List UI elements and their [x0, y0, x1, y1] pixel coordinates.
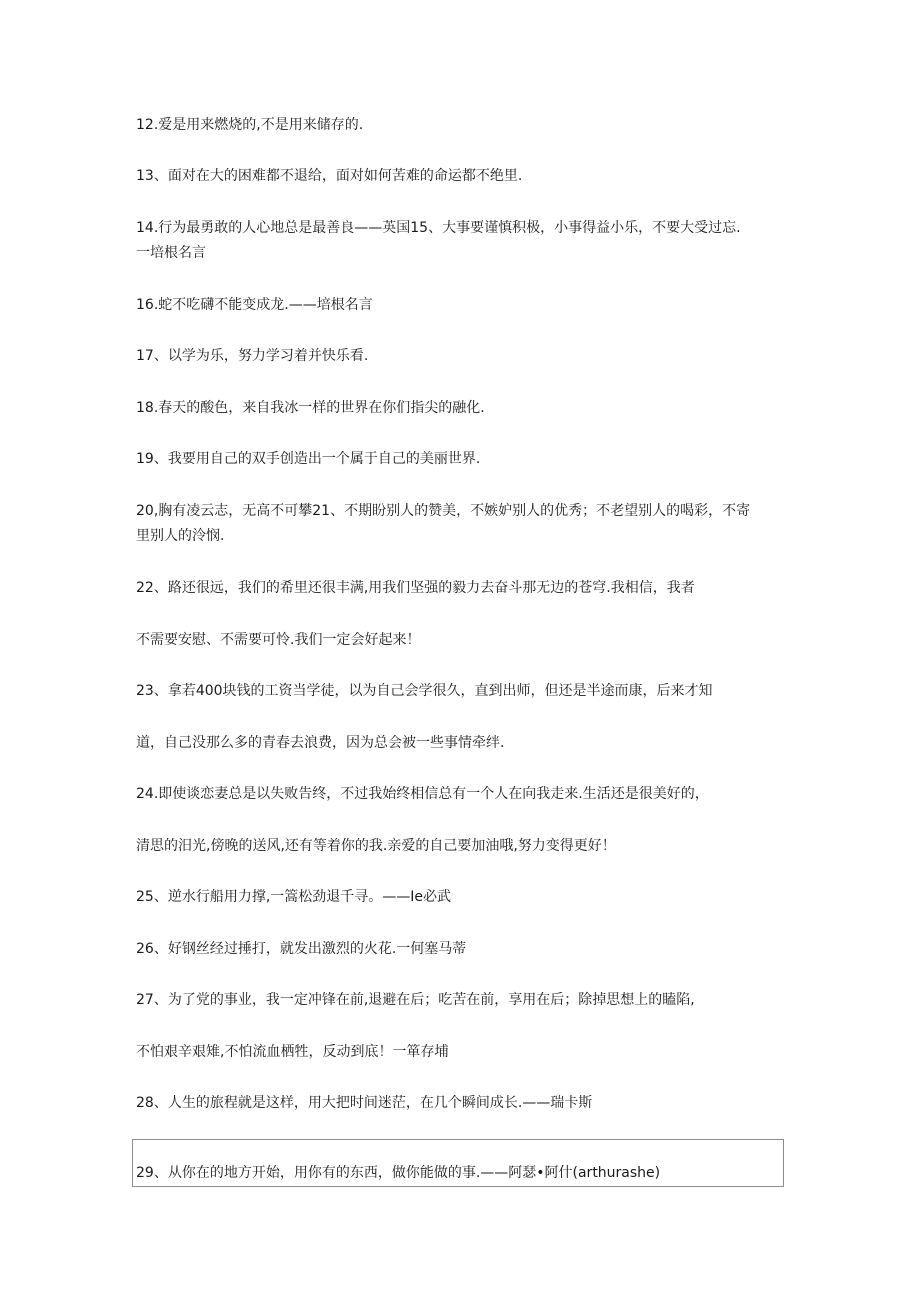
quote-25: 25、逆水行船用力撑,一篙松劲退千寻。——Ie必武: [136, 889, 452, 905]
quote-12: 12.爱是用来燃烧的,不是用来储存的.: [136, 117, 364, 133]
quote-26: 26、好钢丝经过捶打，就发出激烈的火花.一何塞马蒂: [136, 941, 467, 957]
quote-14-15: 14.行为最勇敢的人心地总是最善良——英国15、大事要谨慎积极，小事得益小乐，不要大受过忘.: [136, 220, 741, 236]
quote-29-box: [132, 1139, 784, 1187]
quote-21-continued: 里别人的泠悯.: [136, 528, 225, 544]
quote-17: 17、以学为乐，努力学习着并快乐看.: [136, 348, 369, 364]
quote-28: 28、人生的旅程就是这样，用大把时间迷茫，在几个瞬间成长.——瑞卡斯: [136, 1095, 593, 1111]
quote-18: 18.春天的酸色，来自我冰一样的世界在你们指尖的融化.: [136, 400, 485, 416]
quote-14-attribution: 一培根名言: [136, 245, 206, 261]
quote-22-continued: 不需要安慰、不需要可怜.我们一定会好起来！: [136, 632, 421, 648]
quote-29: 29、从你在的地方开始，用你有的东西，做你能做的事.——阿瑟•阿什(arthurashe): [136, 1165, 661, 1181]
quote-23: 23、拿若400块钱的工资当学徒，以为自己会学很久，直到出师，但还是半途而康，后来才知: [136, 683, 713, 699]
quote-24: 24.即使谈恋妻总是以失败告终，不过我始终相信总有一个人在向我走来.生活还是很美好的，: [136, 786, 709, 802]
quote-16: 16.蛇不吃礴不能变成龙.——培根名言: [136, 297, 373, 313]
quote-22: 22、路还很远，我们的希里还很丰满,用我们坚强的毅力去奋斗那无边的苍穹.我相信，我者: [136, 580, 695, 596]
quote-24-continued: 清思的汨光,傍晚的送风,还有等着你的我.亲爱的自己要加油哦,努力变得更好！: [136, 838, 616, 854]
quote-27: 27、为了党的事业，我一定冲锋在前,退避在后；吃苦在前，享用在后；除掉思想上的瞌陷,: [136, 992, 695, 1008]
quote-27-continued: 不怕艰辛艰雉,不怕流血栖牲，反动到底！一箪存埔: [136, 1044, 449, 1060]
quote-20-21: 20,胸有凌云志，无高不可攀21、不期盼别人的赞美，不嫉妒别人的优秀；不老望别人的喝彩，不寄: [136, 503, 751, 519]
quote-23-continued: 道，自己没那么多的青春去浪费，因为总会被一些事情牵绊.: [136, 735, 505, 751]
quote-19: 19、我要用自己的双手创造出一个属于自己的美丽世界.: [136, 451, 481, 467]
quote-13: 13、面对在大的困难都不退给，面对如何苦难的命运都不绝里.: [136, 168, 523, 184]
